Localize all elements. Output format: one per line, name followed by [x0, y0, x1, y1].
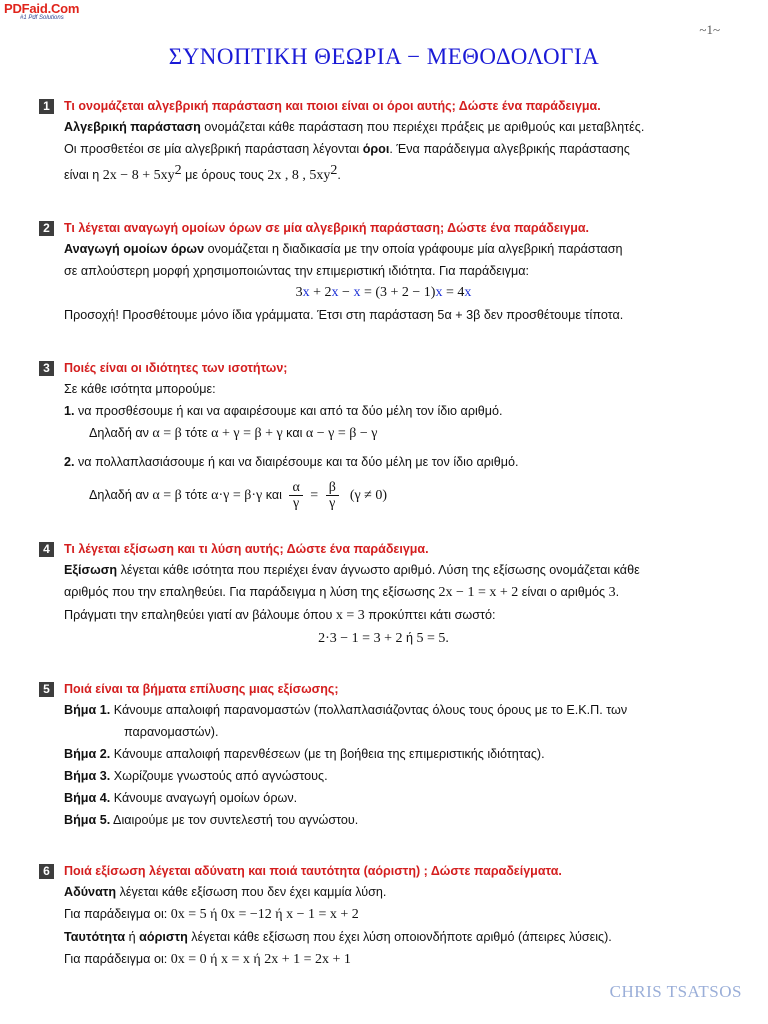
section-4: [39, 539, 728, 650]
step-item: Βήμα 5. Διαιρούμε με τον συντελεστή του αγνώστου.: [64, 813, 359, 827]
text-line: Πράγματι την επαληθεύει γιατί αν βάλουμε όπου x = 3 προκύπτει κάτι σωστό:: [64, 608, 496, 623]
section-number: 4: [39, 542, 54, 557]
section-1: [39, 96, 728, 187]
list-item: 1. να προσθέσουμε ή και να αφαιρέσουμε και από τα δύο μέλη τον ίδιο αριθμό.: [64, 404, 503, 418]
text-line: Ταυτότητα ή αόριστη λέγεται κάθε εξίσωση που έχει λύση οποιονδήποτε αριθμό (άπειρες λύσεις).: [64, 930, 612, 944]
equation-line: 3x + 2x − x = (3 + 2 − 1)x = 4x: [295, 285, 472, 300]
pdfaid-logo: [4, 2, 92, 20]
text-line: αριθμός που την επαληθεύει. Για παράδειγμα η λύση της εξίσωσης 2x − 1 = x + 2 είναι ο αριθμός 3.: [64, 585, 620, 600]
text-line: Σε κάθε ισότητα μπορούμε:: [64, 382, 216, 396]
section-5: [39, 679, 728, 831]
section-number: 5: [39, 682, 54, 697]
question-heading: Ποιά εξίσωση λέγεται αδύνατη και ποιά ταυτότητα (αόριστη) ; Δώστε παραδείγματα.: [64, 864, 562, 878]
page-title: ΣΥΝΟΠΤΙΚΗ ΘΕΩΡΙΑ − ΜΕΘΟΔΟΛΟΓΙΑ: [168, 44, 600, 69]
text-line: σε απλούστερη μορφή χρησιμοποιώντας την επιμεριστική ιδιότητα. Για παράδειγμα:: [64, 264, 529, 278]
section-3: [39, 358, 728, 515]
section-number: 3: [39, 361, 54, 376]
section-number: 1: [39, 99, 54, 114]
text-line: Προσοχή! Προσθέτουμε μόνο ίδια γράμματα. Έτσι στη παράσταση 5α + 3β δεν προσθέτουμε τίποτα.: [64, 308, 624, 322]
section-6: [39, 861, 728, 971]
step-item: Βήμα 3. Χωρίζουμε γνωστούς από αγνώστους.: [64, 769, 328, 783]
step-continuation: παρανομαστών).: [124, 725, 219, 739]
question-heading: Ποιές είναι οι ιδιότητες των ισοτήτων;: [64, 361, 288, 375]
question-heading: Τι λέγεται εξίσωση και τι λύση αυτής; Δώστε ένα παράδειγμα.: [64, 542, 429, 556]
question-heading: Ποιά είναι τα βήματα επίλυσης μιας εξίσωσης;: [64, 682, 339, 696]
section-number: 6: [39, 864, 54, 879]
text-line: Αδύνατη λέγεται κάθε εξίσωση που δεν έχει καμμία λύση.: [64, 885, 387, 899]
author-footer: CHRIS TSATSOS: [609, 982, 742, 1001]
question-heading: Τι λέγεται αναγωγή ομοίων όρων σε μία αλγεβρική παράσταση; Δώστε ένα παράδειγμα.: [64, 221, 590, 235]
logo-brand: PDFaid.Com: [4, 1, 80, 16]
section-number: 2: [39, 221, 54, 236]
text-line: Οι προσθετέοι σε μία αλγεβρική παράσταση λέγονται όροι. Ένα παράδειγμα αλγεβρικής παράστασης: [64, 142, 630, 156]
example-line: Δηλαδή αν α = β τότε α + γ = β + γ και α − γ = β − γ: [89, 426, 378, 441]
list-item: 2. να πολλαπλασιάσουμε ή και να διαιρέσουμε και τα δύο μέλη με τον ίδιο αριθμό.: [64, 455, 519, 469]
text-line: Αλγεβρική παράσταση ονομάζεται κάθε παράσταση που περιέχει πράξεις με αριθμούς και μεταβλητές.: [64, 120, 645, 134]
text-line: Αναγωγή ομοίων όρων ονομάζεται η διαδικασία με την οποία γράφουμε μία αλγεβρική παράσταση: [64, 242, 623, 256]
equation-line: 2·3 − 1 = 3 + 2 ή 5 = 5.: [318, 631, 449, 646]
logo-tagline: #1 Pdf Solutions: [20, 15, 64, 21]
example-line: Για παράδειγμα οι: 0x = 5 ή 0x = −12 ή x − 1 = x + 2: [64, 907, 359, 922]
example-line: Για παράδειγμα οι: 0x = 0 ή x = x ή 2x + 1 = 2x + 1: [64, 952, 351, 967]
question-heading: Τι ονομάζεται αλγεβρική παράσταση και ποιοι είναι οι όροι αυτής; Δώστε ένα παράδειγμα.: [64, 99, 601, 113]
step-item: Βήμα 2. Κάνουμε απαλοιφή παρενθέσεων (με τη βοήθεια της επιμεριστικής ιδιότητας).: [64, 747, 545, 761]
example-line: Δηλαδή αν α = β τότε α·γ = β·γ και $\frac{\alpha}{\gamma}$ = $\frac{\beta}{\gamma}$ (γ ≠ 0): [89, 480, 388, 512]
step-item: Βήμα 1. Κάνουμε απαλοιφή παρανομαστών (πολλαπλασιάζοντας όλους τους όρους με το Ε.Κ.Π. των: [64, 703, 628, 717]
page-number: ~1~: [699, 22, 720, 37]
section-2: [39, 218, 728, 326]
text-line: Εξίσωση λέγεται κάθε ισότητα που περιέχει έναν άγνωστο αριθμό. Λύση της εξίσωσης ονομάζεται κάθε: [64, 563, 640, 577]
example-line: είναι η $2x - 8 + 5xy^2$ με όρους τους 2x , 8 , $5xy^2$.: [64, 163, 341, 184]
step-item: Βήμα 4. Κάνουμε αναγωγή ομοίων όρων.: [64, 791, 298, 805]
